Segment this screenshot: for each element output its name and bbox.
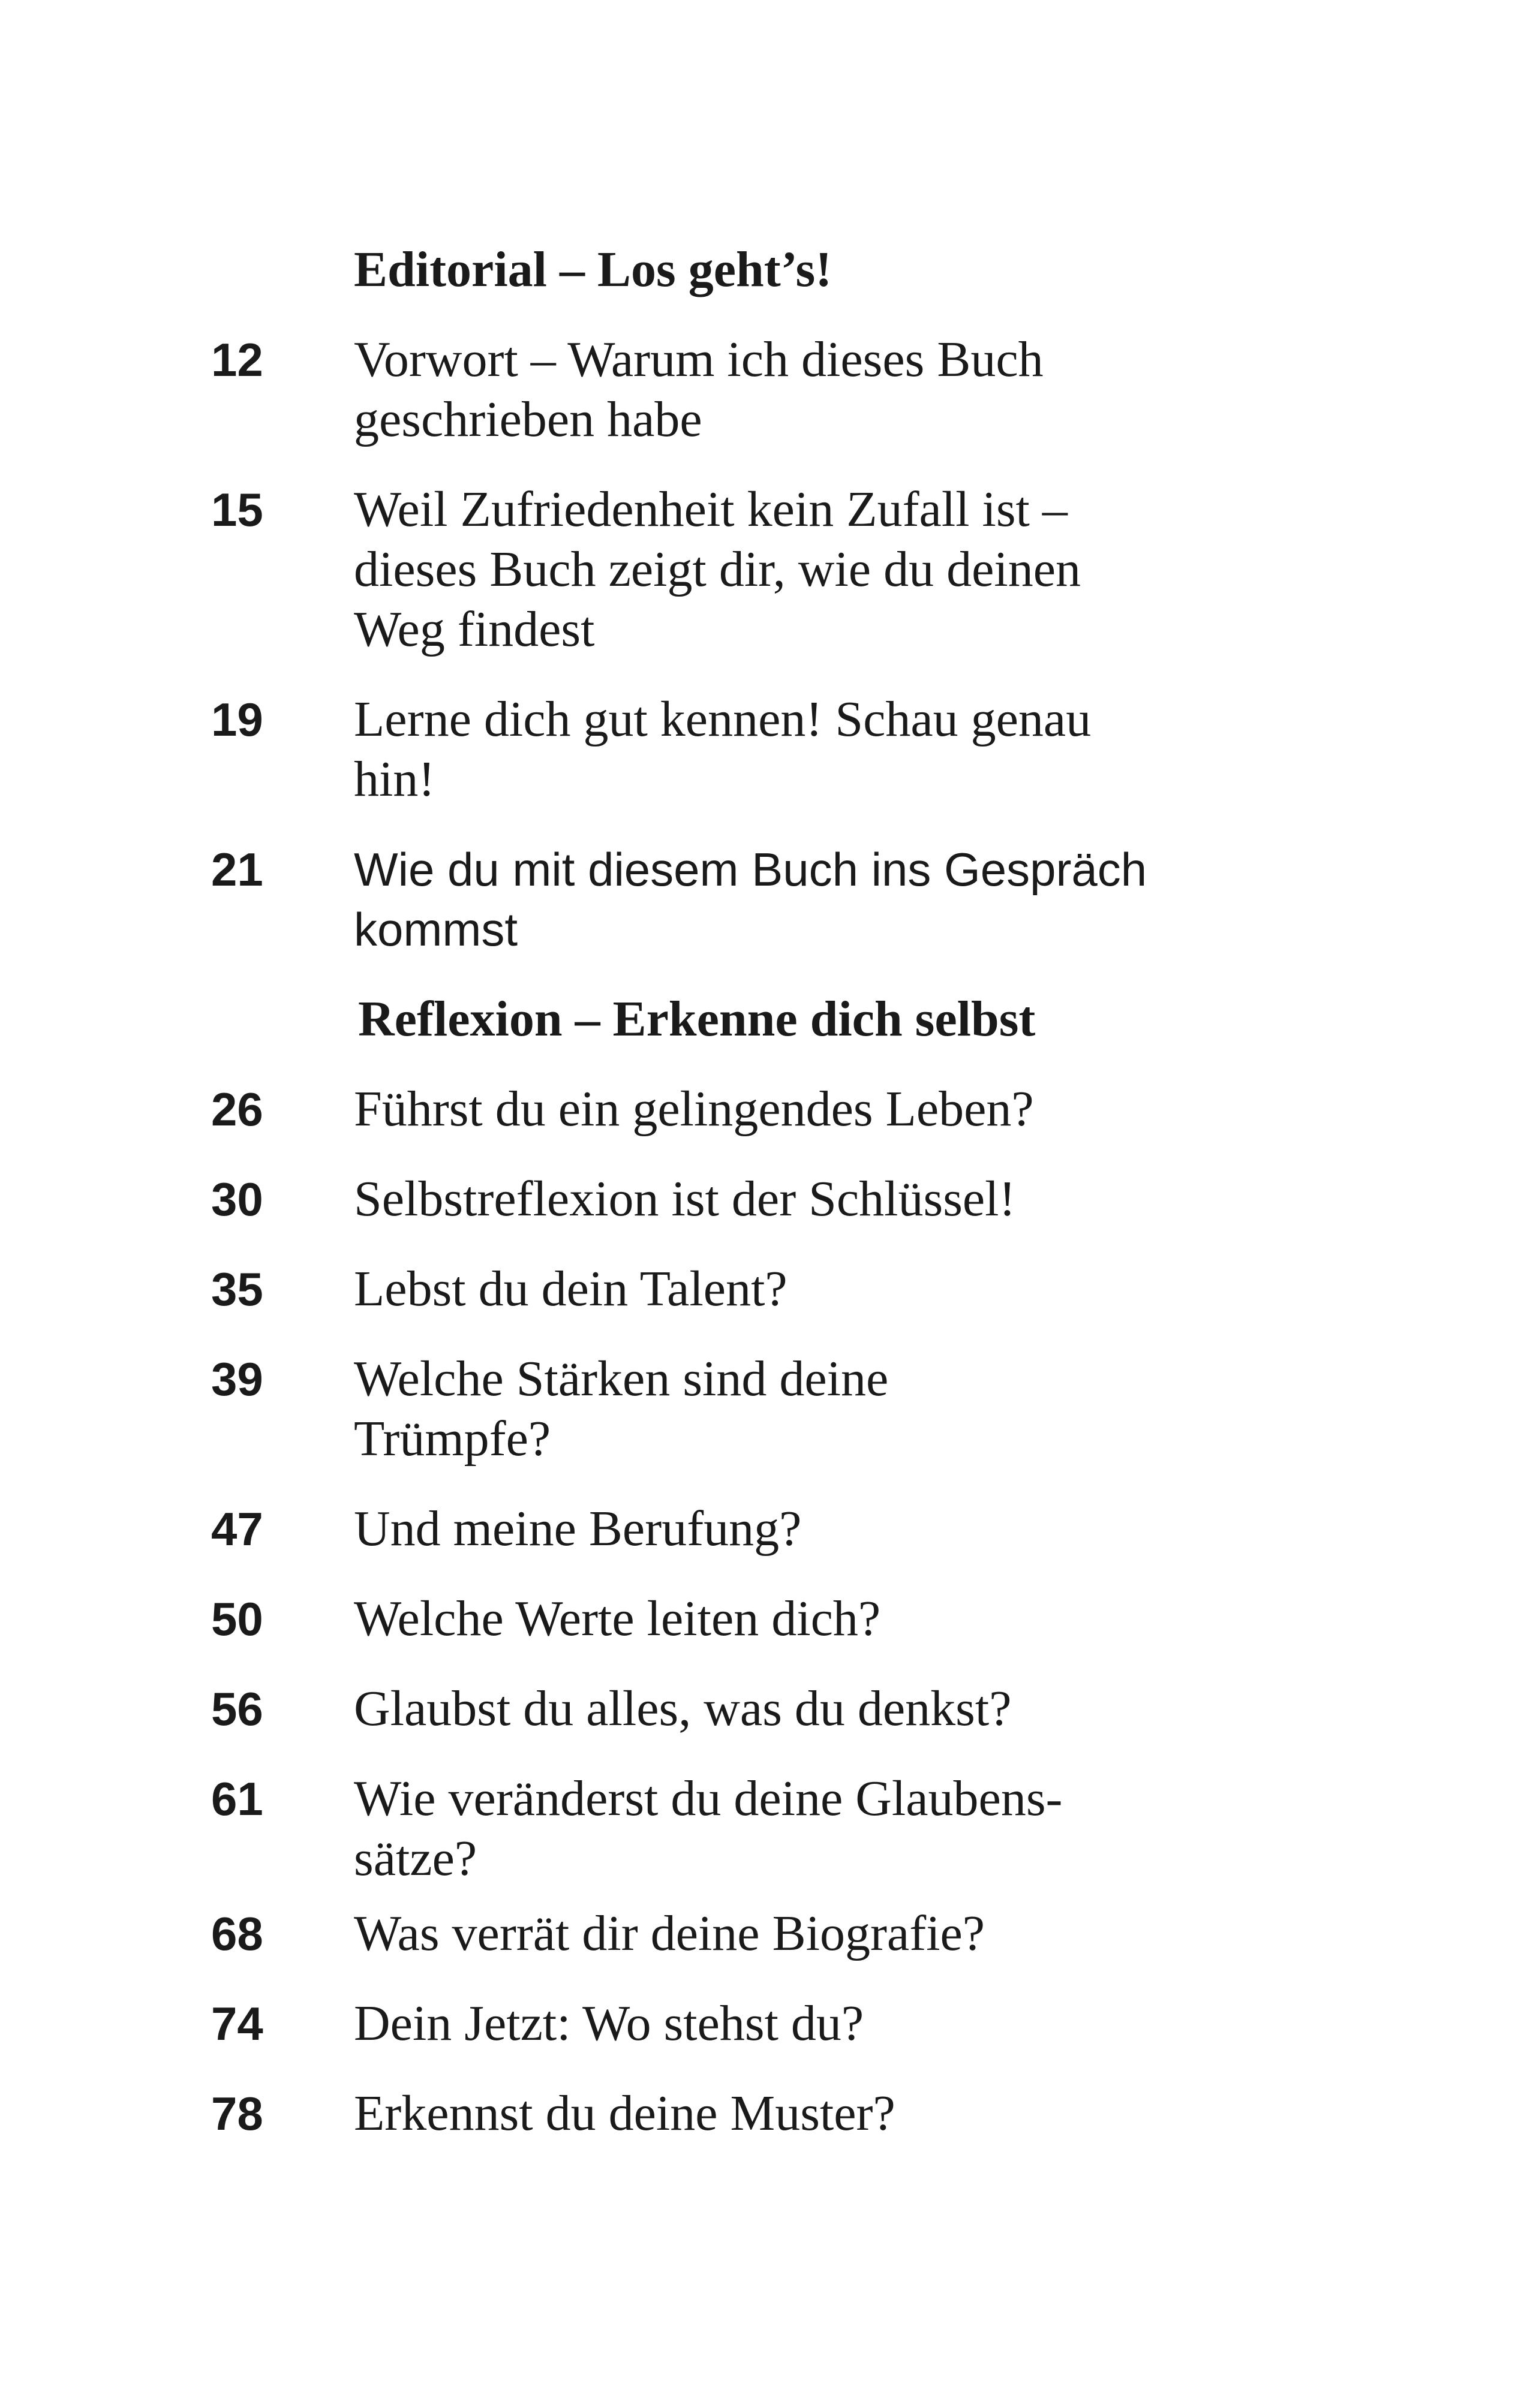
page-number: 19 bbox=[211, 693, 263, 746]
page-number: 47 bbox=[211, 1503, 263, 1555]
page-number: 12 bbox=[211, 333, 263, 386]
entry-title-line: dieses Buch zeigt dir, wie du deinen bbox=[354, 541, 1081, 597]
entry-title-line: Dein Jetzt: Wo stehst du? bbox=[354, 1995, 864, 2051]
page-number: 21 bbox=[211, 843, 263, 896]
entry-title-line: Was verrät dir deine Biografie? bbox=[354, 1906, 985, 1961]
entry-title-line: Welche Werte leiten dich? bbox=[354, 1591, 881, 1647]
page-number: 35 bbox=[211, 1263, 263, 1316]
entry-title-line: kommst bbox=[354, 903, 518, 956]
section-heading-editorial: Editorial – Los geht’s! bbox=[354, 242, 832, 297]
entry-title bbox=[354, 1169, 1254, 1229]
entry-title-line: Wie du mit diesem Buch ins Gespräch bbox=[354, 843, 1147, 896]
entry-title-line: Glaubst du alles, was du denkst? bbox=[354, 1681, 1012, 1736]
page-number: 15 bbox=[211, 483, 263, 536]
entry-title bbox=[354, 1349, 1254, 1469]
entry-title-line: Lerne dich gut kennen! Schau genau bbox=[354, 691, 1092, 747]
entry-title bbox=[354, 839, 1254, 959]
entry-title-line: Führst du ein gelingendes Leben? bbox=[354, 1081, 1034, 1137]
page-number: 74 bbox=[211, 1997, 263, 2050]
entry-title-line: sätze? bbox=[354, 1831, 477, 1886]
entry-title-line: Und meine Berufung? bbox=[354, 1501, 802, 1557]
entry-title-line: Wie veränderst du deine Glaubens- bbox=[354, 1771, 1063, 1826]
entry-title bbox=[354, 480, 1254, 660]
entry-title-line: geschrieben habe bbox=[354, 392, 702, 447]
entry-title-line: Welche Stärken sind deine bbox=[354, 1351, 889, 1407]
entry-title bbox=[354, 2084, 1254, 2144]
entry-title bbox=[354, 1994, 1254, 2054]
entry-title-line: Selbstreflexion ist der Schlüssel! bbox=[354, 1171, 1016, 1227]
page-number: 50 bbox=[211, 1593, 263, 1645]
entry-title bbox=[354, 1769, 1254, 1889]
entry-title-line: Weg findest bbox=[354, 601, 595, 657]
page-number: 78 bbox=[211, 2087, 263, 2140]
entry-title-line: Vorwort – Warum ich dieses Buch bbox=[354, 332, 1044, 387]
section-heading-reflexion: Reflexion – Erkenne dich selbst bbox=[358, 991, 1036, 1047]
entry-title-line: hin! bbox=[354, 751, 435, 807]
entry-title bbox=[354, 1904, 1254, 1964]
page-number: 68 bbox=[211, 1907, 263, 1960]
entry-title-line: Erkennst du deine Muster? bbox=[354, 2085, 895, 2141]
page-number: 56 bbox=[211, 1682, 263, 1735]
page-number: 39 bbox=[211, 1353, 263, 1405]
entry-title bbox=[354, 330, 1254, 450]
page-number: 30 bbox=[211, 1173, 263, 1226]
page-number: 26 bbox=[211, 1083, 263, 1136]
entry-title-line: Trümpfe? bbox=[354, 1411, 551, 1467]
entry-title bbox=[354, 690, 1254, 809]
page-number: 61 bbox=[211, 1772, 263, 1825]
entry-title-line: Weil Zufriedenheit kein Zufall ist – bbox=[354, 481, 1068, 537]
entry-title bbox=[354, 1259, 1254, 1319]
entry-title bbox=[354, 1589, 1254, 1649]
entry-title bbox=[354, 1079, 1254, 1139]
entry-title bbox=[354, 1679, 1254, 1739]
entry-title-line: Lebst du dein Talent? bbox=[354, 1261, 787, 1317]
entry-title bbox=[354, 1499, 1254, 1559]
